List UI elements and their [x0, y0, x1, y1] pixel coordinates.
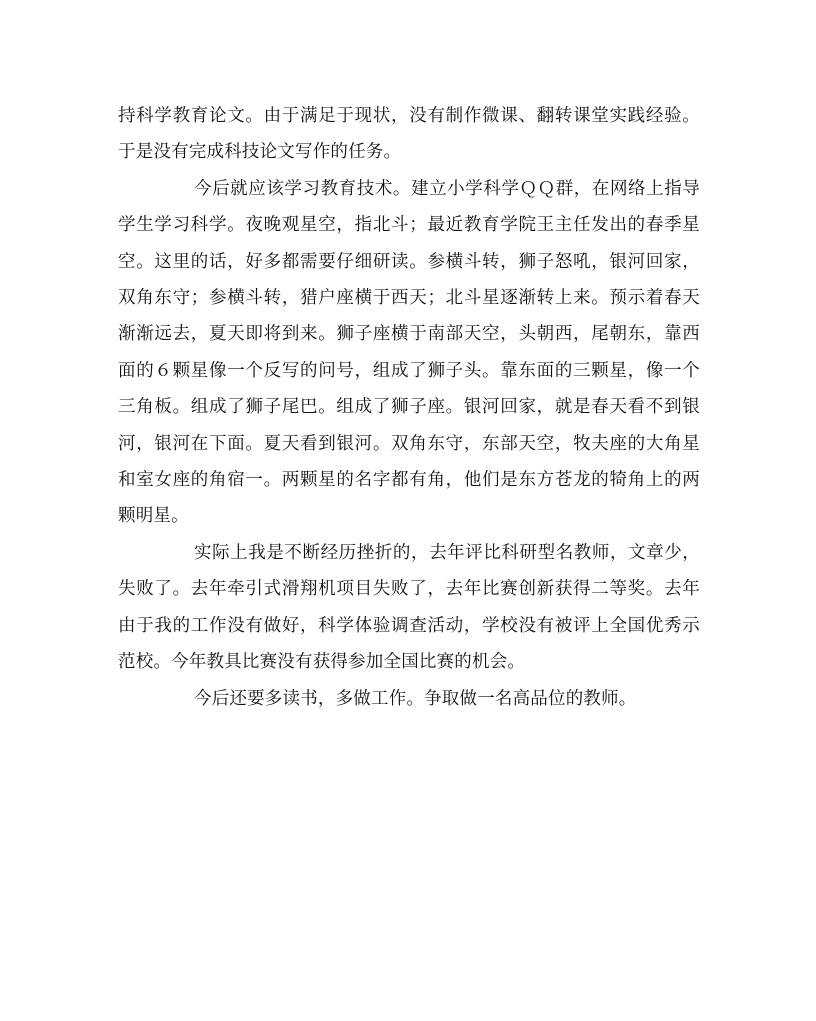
paragraph-resolution: 今后还要多读书，多做工作。争取做一名高品位的教师。 — [194, 688, 637, 709]
paragraph-continuation: 持科学教育论文。由于满足于现状，没有制作微课、翻转课堂实践经验。于是没有完成科技论文写作的任务。 — [118, 106, 700, 163]
paragraph-education-technology: 今后就应该学习教育技术。建立小学科学ＱＱ群，在网络上指导学生学习科学。夜晚观星空，指北斗；最近教育学院王主任发出的春季星空。这里的话，好多都需要仔细研读。参横斗转，狮子怒吼，银河回家，双角东守；参横斗转，猎户座横于西天；北斗星逐渐转上来。预示着春天渐渐远去，夏天即将到来。狮子座横于南部天空，头朝西，尾朝东，靠西面的６颗星像一个反写的问号，组成了狮子头。靠东面的三颗星，像一个三角板。组成了狮子尾巴。组成了狮子座。银河回家，就是春天看不到银河，银河在下面。夏天看到银河。双角东守，东部天空，牧夫座的大角星和室女座的角宿一。两颗星的名字都有角，他们是东方苍龙的犄角上的两颗明星。 — [118, 178, 700, 527]
paragraph-setbacks: 实际上我是不断经历挫折的，去年评比科研型名教师，文章少，失败了。去年牵引式滑翔机项目失败了，去年比赛创新获得二等奖。去年由于我的工作没有做好，科学体验调查活动，学校没有被评上全国优秀示范校。今年教具比赛没有获得参加全国比赛的机会。 — [118, 542, 700, 673]
document-body — [118, 98, 700, 717]
